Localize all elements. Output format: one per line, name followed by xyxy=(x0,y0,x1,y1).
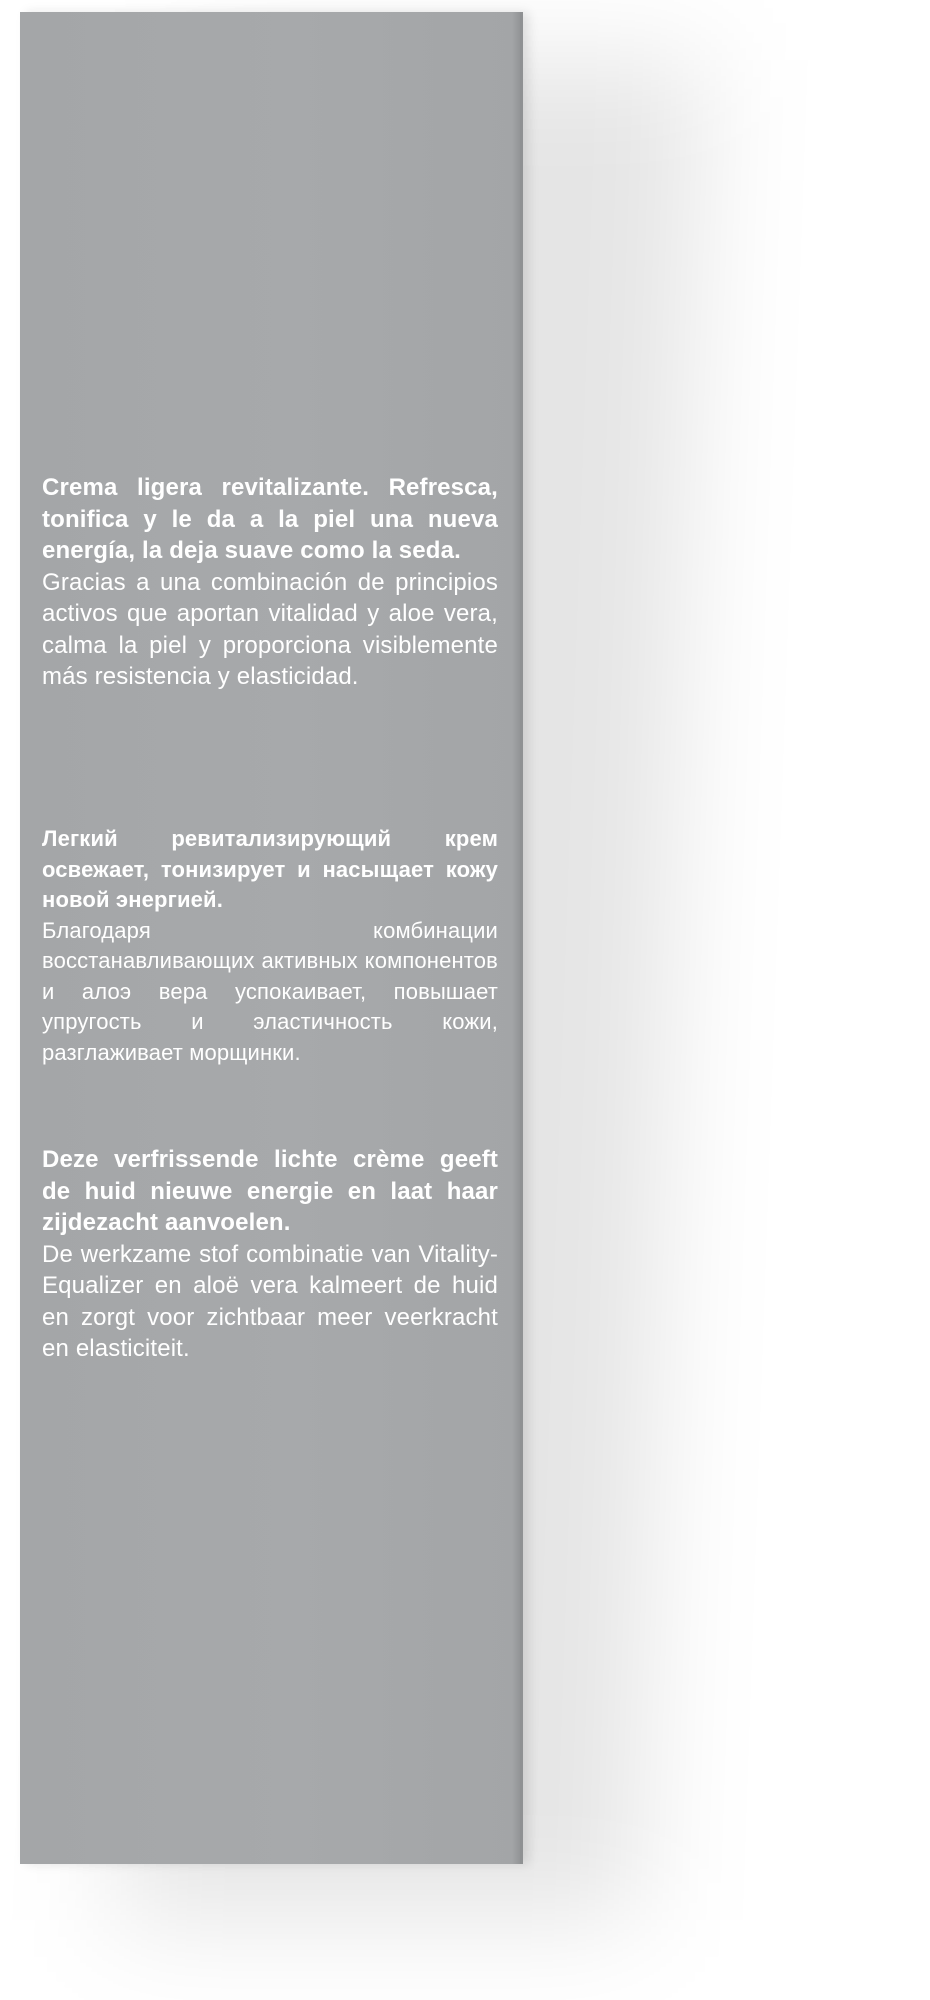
dutch-lead-text: Deze verfrissende lichte crème geeft de huid nieuwe energie en laat haar zijdezacht aanvoelen. xyxy=(42,1146,498,1236)
dutch-body-text: De werkzame stof combinatie van Vitality-Equalizer en aloë vera kalmeert de huid en zorgt voor zichtbaar meer veerkracht en elasticiteit. xyxy=(42,1240,498,1362)
product-box-side-panel xyxy=(20,12,523,1864)
russian-lead-text: Легкий ревитализирующий крем освежает, тонизирует и насыщает кожу новой энергией. xyxy=(42,826,498,912)
spanish-lead-text: Crema ligera revitalizante. Refresca, tonifica y le da a la piel una nueva energía, la deja suave como la seda. xyxy=(42,474,498,564)
spanish-body-text: Gracias a una combinación de principios activos que aportan vitalidad y aloe vera, calma la piel y proporciona visiblemente más resistencia y elasticidad. xyxy=(42,568,498,690)
russian-body-text: Благодаря комбинации восстанавливающих активных компонентов и алоэ вера успокаивает, повышает упругость и эластичность кожи, разглаживает морщинки. xyxy=(42,917,498,1065)
russian-text-block xyxy=(42,824,498,1068)
spanish-text-block xyxy=(42,472,498,693)
dutch-text-block xyxy=(42,1144,498,1365)
